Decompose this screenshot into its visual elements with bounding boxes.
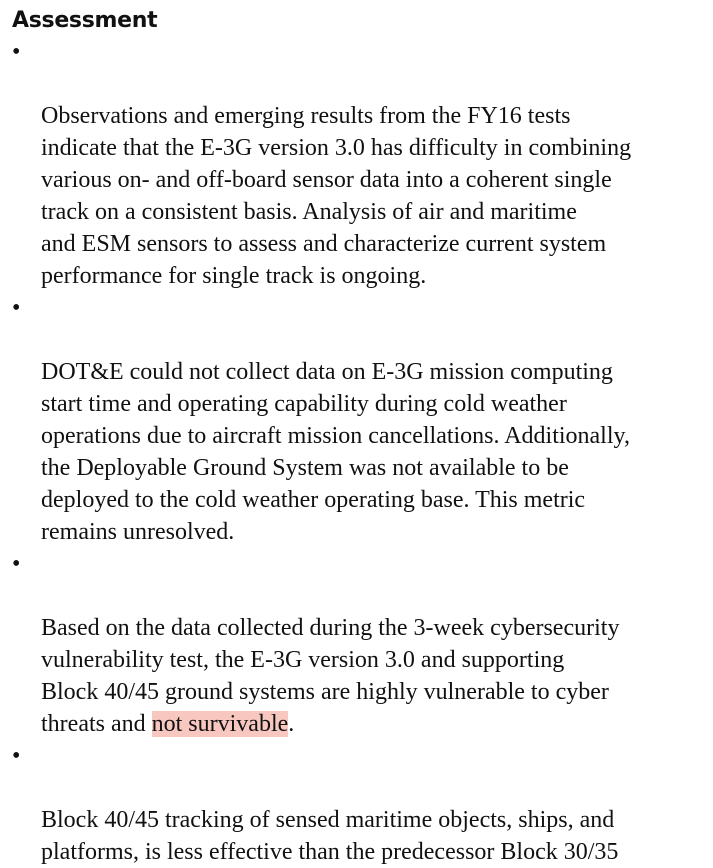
bullet-text-3-before: Based on the data collected during the 3-week cybersecurity vulnerability test, the E-3G version 3.0 and supporting Block 40/45 ground systems are highly vulnerable to cyber threats and — [41, 615, 620, 737]
bullet-item-2 — [12, 292, 713, 548]
bullet-text-2: DOT&E could not collect data on E-3G mission computing start time and operating capability during cold weather operations due to aircraft mission cancellations. Additionally, the Deployable Ground System was not available to be deployed to the cold weather operating base. This metric remains unresolved. — [41, 359, 630, 545]
bullet-text-3-after: . — [288, 711, 295, 737]
bullet-item-4 — [12, 740, 713, 868]
bullet-item-3 — [12, 548, 713, 740]
bullet-text-4: Block 40/45 tracking of sensed maritime objects, ships, and platforms, is less effective than the predecessor Block 30/35 — [41, 807, 619, 865]
highlighted-text: not survivable — [151, 711, 289, 737]
section-heading: Assessment — [12, 8, 158, 33]
bullet-text-1: Observations and emerging results from the FY16 tests indicate that the E-3G version 3.0 has difficulty in combining various on- and off-board sensor data into a coherent single track on a consistent basis. Analysis of air and maritime and ESM sensors to assess and characterize current system performance for single track is ongoing. — [41, 103, 632, 289]
bullet-icon: • — [12, 39, 21, 65]
bullet-icon: • — [12, 295, 21, 321]
bullet-icon: • — [12, 743, 21, 769]
bullet-item-1 — [12, 36, 713, 292]
bullet-icon: • — [12, 551, 21, 577]
assessment-bullet-list — [12, 36, 713, 868]
